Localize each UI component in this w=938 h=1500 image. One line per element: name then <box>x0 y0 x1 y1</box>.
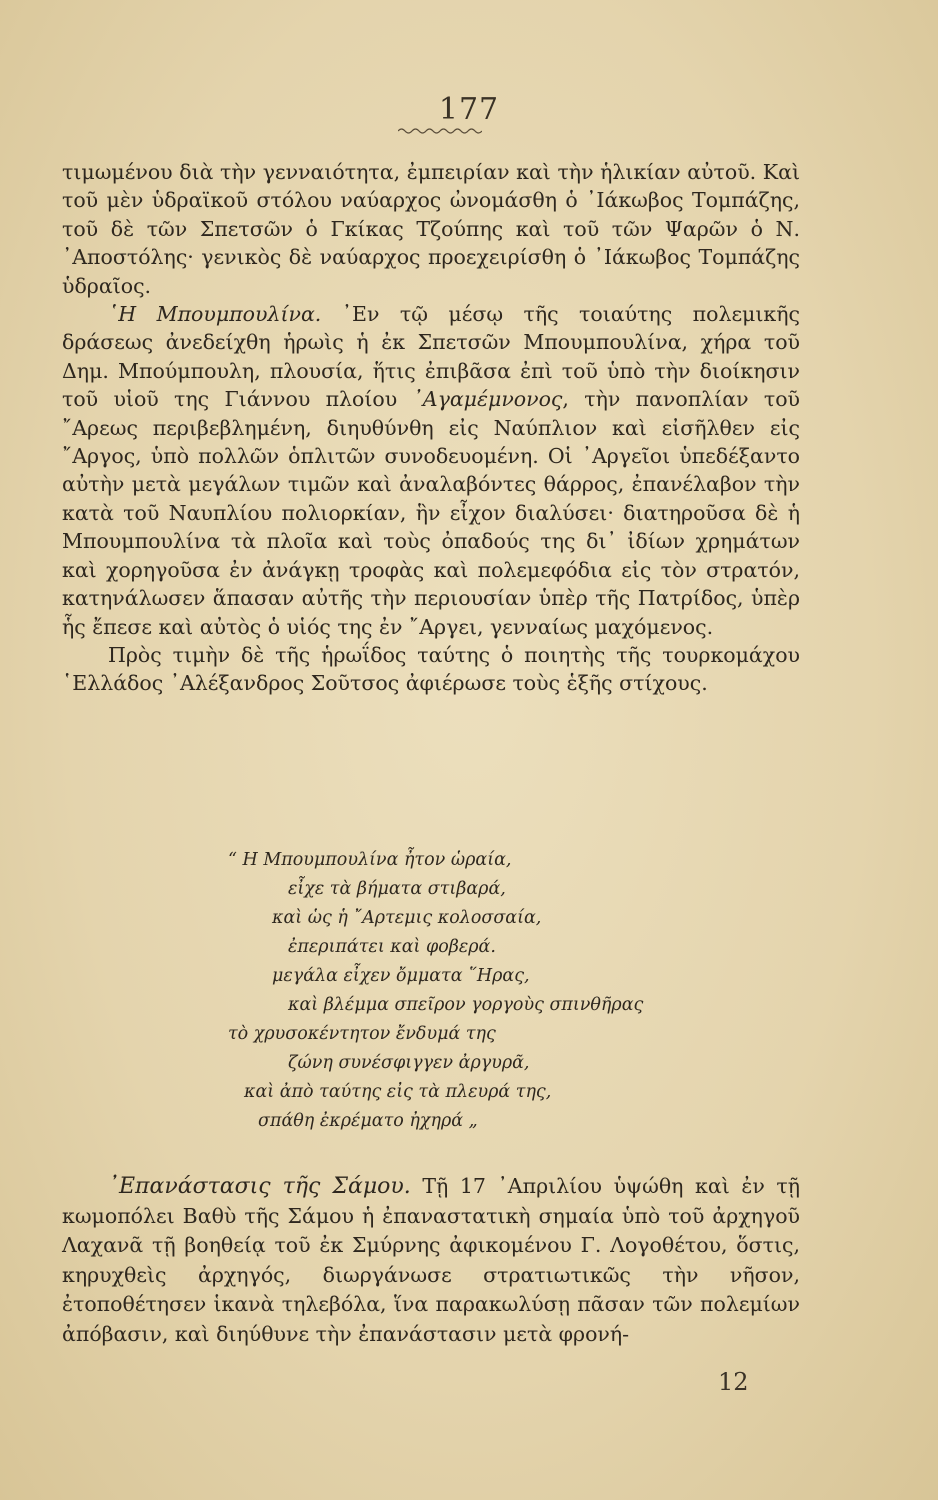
samos-section <box>62 1172 800 1350</box>
bouboulina-text-a: ᾿Εν τῷ μέσῳ τῆς τοιαύτης πολεμικῆς δράσεως ἀνεδείχθη ἡρωὶς ἡ ἐκ Σπετσῶν Μπουμπουλίνα, χήρα τοῦ Δημ. Μπούμπουλη, πλουσία, ἥτις ἐπιβᾶσα ἐπὶ τοῦ ὑπὸ τὴν διοίκησιν τοῦ υἱοῦ της Γιάννου πλοίου <box>62 302 800 412</box>
poem-line: καὶ ὡς ἡ ῎Αρτεμις κολοσσαία, <box>272 908 542 928</box>
poem-line: τὸ χρυσοκέντητον ἔνδυμά της <box>228 1024 496 1044</box>
poem-line: ἐπεριπάτει καὶ φοβερά. <box>288 937 496 957</box>
signature-mark: 12 <box>718 1368 749 1396</box>
ship-name: ᾿Αγαμέμνονος <box>412 387 563 412</box>
poem-line: ζώνη συνέσφιγγεν ἀργυρᾶ, <box>288 1053 530 1073</box>
poem-line: καὶ βλέμμα σπεῖρον γοργοὺς σπινθῆρας <box>288 995 644 1015</box>
samos-text: Τῇ 17 ᾿Απριλίου ὑψώθη καὶ ἐν τῇ κωμοπόλει Βαθὺ τῆς Σάμου ἡ ἐπαναστατικὴ σημαία ὑπὸ τοῦ ἀρχηγοῦ Λαχανᾶ τῇ βοηθείᾳ τοῦ ἐκ Σμύρνης ἀφικομένου Γ. Λογοθέτου, ὅστις, κηρυχθεὶς ἀρχηγός, διωργάνωσε στρατιωτικῶς τὴν νῆσον, ἐτοποθέτησεν ἱκανὰ τηλεβόλα, ἵνα παρακωλύσῃ πᾶσαν τῶν πολεμίων ἀπόβασιν, καὶ διηύθυνε τὴν ἐπανάστασιν μετὰ φρονή- <box>62 1174 801 1346</box>
poem-line: καὶ ἀπὸ ταύτης εἰς τὰ πλευρά της, <box>244 1082 552 1102</box>
poem-block <box>228 846 668 1136</box>
bouboulina-heading: ῾Η Μπουμπουλίνα. <box>108 302 322 327</box>
paragraph-bouboulina <box>62 300 800 641</box>
bouboulina-text-b: , τὴν πανοπλίαν τοῦ ῎Αρεως περιβεβλημένη, διηυθύνθη εἰς Ναύπλιον καὶ εἰσῆλθεν εἰς ῎Αργος, ὑπὸ πολλῶν ὁπλιτῶν συνοδευομένη. Οἱ ᾿Αργεῖοι ὑπεδέξαντο αὐτὴν μετὰ μεγάλων τιμῶν καὶ ἀναλαβόντες θάρρος, ἐπανέλαβον τὴν κατὰ τοῦ Ναυπλίου πολιορκίαν, ἣν εἶχον διαλύσει· διατηροῦσα δὲ ἡ Μπουμπουλίνα τὰ πλοῖα καὶ τοὺς ὀπαδούς της δι᾿ ἰδίων χρημάτων καὶ χορηγοῦσα ἐν ἀνάγκῃ τροφὰς καὶ πολεμεφόδια εἰς τὸν στρατόν, κατηνάλωσεν ἅπασαν αὐτῆς τὴν περιουσίαν ὑπὲρ τῆς Πατρίδος, ὑπὲρ ἧς ἔπεσε καὶ αὐτὸς ὁ υἱός της ἐν ῎Αργει, γενναίως μαχόμενος. <box>62 387 800 639</box>
section-title: ᾿Επανάστασις τῆς Σάμου. <box>108 1174 411 1199</box>
poem-line: μεγάλα εἶχεν ὄμματα ῞Ηρας, <box>272 966 530 986</box>
samos-paragraph <box>62 1172 800 1350</box>
wavy-ornament <box>398 126 482 136</box>
page-number: 177 <box>438 92 500 127</box>
paragraph-poem-intro: Πρὸς τιμὴν δὲ τῆς ἡρωΐδος ταύτης ὁ ποιητὴς τῆς τουρκομάχου ῾Ελλάδος ᾿Αλέξανδρος Σοῦτσος ἀφιέρωσε τοὺς ἑξῆς στίχους. <box>62 642 800 696</box>
poem-line: σπάθη ἐκρέματο ἠχηρά „ <box>258 1111 478 1131</box>
poem-line: εἶχε τὰ βήματα στιβαρά, <box>288 879 506 899</box>
main-text <box>62 158 800 698</box>
paragraph-fleet: τιμωμένου διὰ τὴν γενναιότητα, ἐμπειρίαν καὶ τὴν ἡλικίαν αὐτοῦ. Καὶ τοῦ μὲν ὑδραϊκοῦ στόλου ναύαρχος ὠνομάσθη ὁ ᾿Ιάκωβος Τομπάζης, τοῦ δὲ τῶν Σπετσῶν ὁ Γκίκας Τζούπης καὶ τοῦ τῶν Ψαρῶν ὁ Ν. ᾿Αποστόλης· γενικὸς δὲ ναύαρχος προεχειρίσθη ὁ ᾿Ιάκωβος Τομπάζης ὑδραῖος. <box>62 160 800 298</box>
poem-line: “ Η Μπουμπουλίνα ἦτον ὡραία, <box>228 850 512 870</box>
